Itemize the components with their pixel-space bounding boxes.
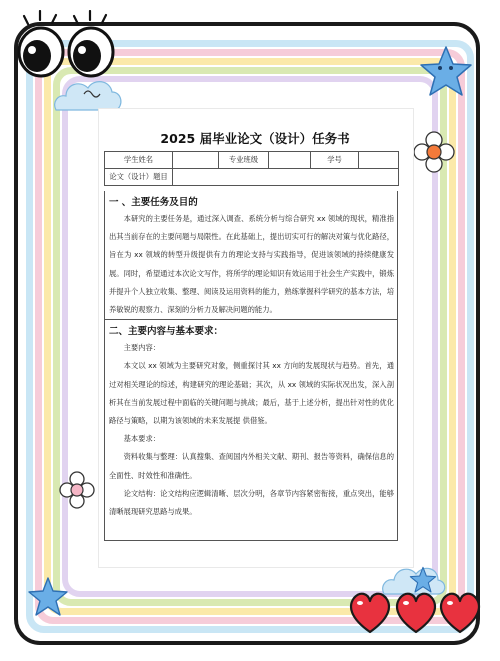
requirement-1: 资料收集与整理：认真搜集、查阅国内外相关文献、期刊、报告等资料，确保信息的全面性、时效性和准确性。 (109, 452, 394, 480)
star-icon (418, 44, 474, 100)
student-info-table (104, 151, 399, 186)
major-class-label: 专业班级 (219, 152, 269, 169)
major-class-value (269, 152, 311, 169)
document-title: 2025 届毕业论文（设计）任务书 (160, 131, 350, 146)
content-paragraph: 本文以 xx 领域为主要研究对象，侧重探讨其 xx 方向的发展现状与趋势。首先，通过对相关理论的综述，构建研究的理论基础；其次，从 xx 领域的实际状况出发，深入剖析其在当前发展过程中面临的关键问题与挑战；最后，基于上述分析，提出针对性的优化路径与策略，以期为该领域的未来发展提 供借鉴。 (109, 361, 394, 426)
flower-icon (58, 470, 96, 510)
flower-icon (412, 130, 456, 174)
content-label: 主要内容： (123, 343, 161, 353)
googly-eyes-icon (10, 10, 120, 80)
hearts-row-icon (346, 588, 486, 636)
student-id-value (359, 152, 399, 169)
thesis-title-label: 论文（设计）题目 (105, 169, 173, 186)
section1-paragraph: 本研究的主要任务是，通过深入调查、系统分析与综合研究 xx 领域的现状，精准指出其当前存在的主要问题与局限性。在此基础上，提出切实可行的解决对策与优化路径，旨在为 xx 领域的转型升级提供有力的理论支持与实践指导，促进该领域的持续健康发展。同时，希望通过本次论文写作，将所学的理论知识有效运用于社会生产实践中，锻炼并提升个人独立收集、整理、阅读及运用资料的能力，熟练掌握科学研究的基本方法，培养敏锐的观察力、深刻的分析力及解决问题的能力。 (109, 214, 394, 315)
student-id-label: 学号 (311, 152, 359, 169)
task-content (104, 191, 398, 541)
student-name-value (173, 152, 219, 169)
thesis-title-value (173, 169, 399, 186)
student-name-label: 学生姓名 (105, 152, 173, 169)
section1-heading: 一 、主要任务及目的 (109, 197, 198, 208)
star-icon (26, 576, 70, 618)
section2-heading: 二、主要内容与基本要求： (109, 326, 224, 338)
requirement-2: 论文结构：论文结构应逻辑清晰、层次分明，各章节内容紧密衔接，重点突出，能够清晰展现研究思路与成果。 (109, 488, 394, 517)
requirements-label: 基本要求： (123, 434, 161, 444)
